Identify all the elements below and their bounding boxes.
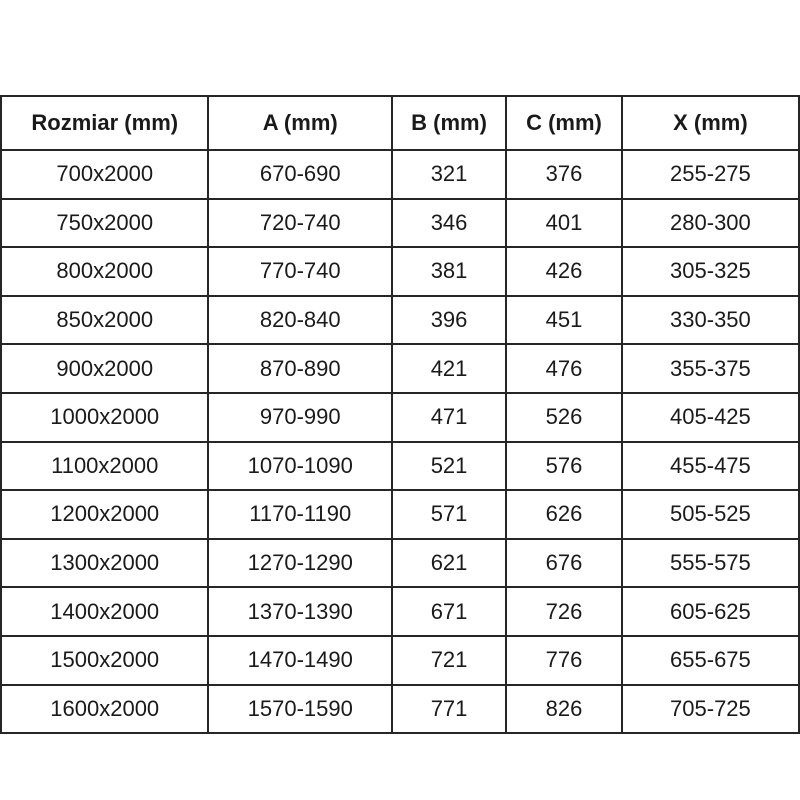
table-row [1,150,799,199]
table-cell: 770-740 [208,247,392,296]
table-cell: 505-525 [622,490,799,539]
table-cell: 376 [506,150,622,199]
table-row [1,685,799,734]
header-x: X (mm) [622,96,799,150]
table-row [1,344,799,393]
table-cell: 700x2000 [1,150,208,199]
table-cell: 1100x2000 [1,442,208,491]
table-row [1,296,799,345]
table-cell: 720-740 [208,199,392,248]
table-row [1,393,799,442]
table-row [1,587,799,636]
table-cell: 1270-1290 [208,539,392,588]
table-cell: 1070-1090 [208,442,392,491]
table-cell: 576 [506,442,622,491]
table-cell: 970-990 [208,393,392,442]
table-cell: 555-575 [622,539,799,588]
table-cell: 826 [506,685,622,734]
table-cell: 870-890 [208,344,392,393]
table-cell: 621 [392,539,506,588]
table-cell: 705-725 [622,685,799,734]
table-cell: 1200x2000 [1,490,208,539]
table-cell: 1300x2000 [1,539,208,588]
table-row [1,490,799,539]
table-cell: 401 [506,199,622,248]
table-cell: 255-275 [622,150,799,199]
header-a: A (mm) [208,96,392,150]
header-rozmiar: Rozmiar (mm) [1,96,208,150]
table-row [1,636,799,685]
table-cell: 1570-1590 [208,685,392,734]
table-cell: 321 [392,150,506,199]
table-cell: 571 [392,490,506,539]
table-cell: 355-375 [622,344,799,393]
table-cell: 655-675 [622,636,799,685]
table-cell: 776 [506,636,622,685]
table-cell: 526 [506,393,622,442]
size-specification-table [0,95,800,734]
table-cell: 426 [506,247,622,296]
table-row [1,199,799,248]
table-cell: 605-625 [622,587,799,636]
table-cell: 850x2000 [1,296,208,345]
table-cell: 476 [506,344,622,393]
table-cell: 1470-1490 [208,636,392,685]
table-cell: 626 [506,490,622,539]
table-cell: 346 [392,199,506,248]
table-cell: 280-300 [622,199,799,248]
table-cell: 451 [506,296,622,345]
table-cell: 405-425 [622,393,799,442]
table-cell: 820-840 [208,296,392,345]
table-cell: 721 [392,636,506,685]
table-cell: 471 [392,393,506,442]
table-cell: 671 [392,587,506,636]
table-cell: 1400x2000 [1,587,208,636]
table-cell: 771 [392,685,506,734]
table-row [1,442,799,491]
table-cell: 521 [392,442,506,491]
table-header-row [1,96,799,150]
table-cell: 1600x2000 [1,685,208,734]
table-cell: 1000x2000 [1,393,208,442]
table-cell: 800x2000 [1,247,208,296]
table-cell: 421 [392,344,506,393]
table-cell: 1170-1190 [208,490,392,539]
table-cell: 1370-1390 [208,587,392,636]
header-b: B (mm) [392,96,506,150]
table-cell: 396 [392,296,506,345]
table-cell: 455-475 [622,442,799,491]
table-cell: 670-690 [208,150,392,199]
table-body [1,150,799,733]
table-cell: 330-350 [622,296,799,345]
header-c: C (mm) [506,96,622,150]
table-cell: 1500x2000 [1,636,208,685]
table-cell: 900x2000 [1,344,208,393]
table-row [1,247,799,296]
table-row [1,539,799,588]
table-cell: 750x2000 [1,199,208,248]
table-cell: 305-325 [622,247,799,296]
table-cell: 726 [506,587,622,636]
table-cell: 381 [392,247,506,296]
table-cell: 676 [506,539,622,588]
